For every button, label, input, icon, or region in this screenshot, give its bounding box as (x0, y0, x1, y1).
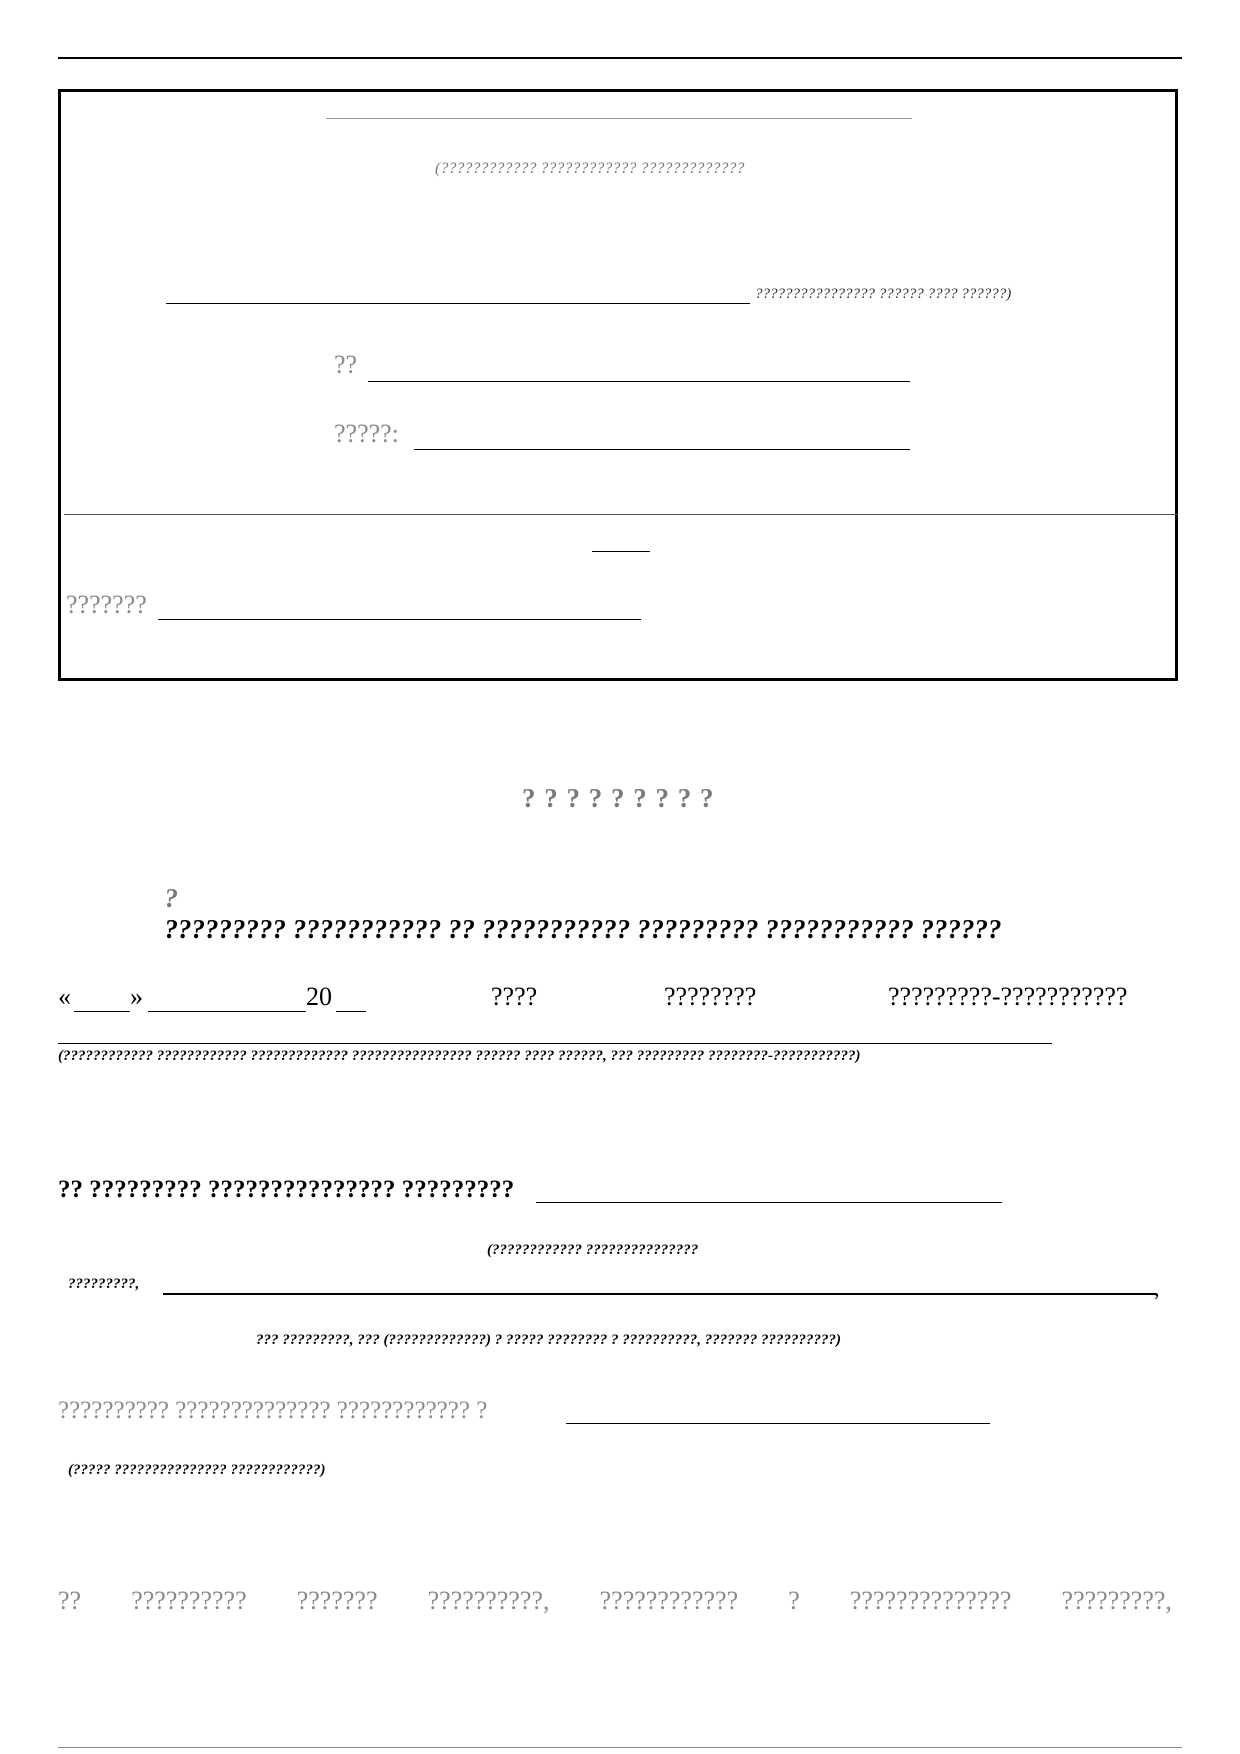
field-line[interactable] (163, 1293, 1157, 1295)
word: ?????????????? (849, 1586, 1012, 1615)
date-word: ???? (491, 982, 538, 1011)
field-hint: (???????????? ???????????? ????????????? ???????????????? ?????? ???? ??????, ??? ????????? ????????-???????????) (58, 1048, 861, 1064)
word: ???????????? (599, 1586, 739, 1615)
date-month-line[interactable] (148, 1011, 306, 1012)
field-line[interactable] (326, 118, 912, 119)
date-year: 20 (306, 982, 332, 1011)
field-hint: (???????????? ???????????? ????????????? (435, 160, 745, 177)
date-day-line[interactable] (74, 1011, 130, 1012)
paragraph-text: ?????????? ?????????????? ???????????? ? (58, 1397, 488, 1424)
field-line[interactable] (536, 1202, 1002, 1203)
subheading-text: ????????? ??????????? ?? ??????????? ????????? ??????????? ?????? (164, 914, 1002, 944)
field-line[interactable] (166, 303, 750, 304)
field-label: ?????: (334, 419, 399, 448)
word: ??????? (296, 1586, 378, 1615)
field-hint: (???????????? ??????????????? (487, 1242, 699, 1258)
field-line[interactable] (64, 514, 1178, 515)
field-line[interactable] (566, 1423, 990, 1424)
date-open-quote: « (58, 982, 71, 1011)
document-subheading (151, 852, 1002, 945)
field-line[interactable] (592, 551, 650, 552)
top-rule (58, 57, 1182, 59)
date-year-line[interactable] (336, 1011, 366, 1012)
field-line[interactable] (414, 449, 910, 450)
paragraph-justified (58, 1586, 1172, 1616)
word: ??????????, (427, 1586, 550, 1615)
date-word: ???????? (664, 982, 757, 1011)
date-word: ?????????-??????????? (888, 982, 1128, 1011)
subheading-prefix: ? (164, 883, 178, 913)
field-label: ??????? (66, 590, 147, 619)
date-close-quote: » (130, 982, 143, 1011)
paragraph-text: ?? ????????? ??????????????? ????????? (58, 1176, 515, 1203)
word: ?? (58, 1586, 82, 1615)
field-line[interactable] (58, 1043, 1052, 1044)
field-line[interactable] (368, 381, 910, 382)
word: ?????????, (1061, 1586, 1172, 1615)
field-hint: ??? ?????????, ??? (?????????????) ? ????? ???????? ? ??????????, ??????? ??????????) (256, 1332, 841, 1348)
field-hint: (????? ??????????????? ????????????) (68, 1462, 326, 1478)
document-heading: ? ? ? ? ? ? ? ? ? (522, 783, 715, 813)
field-label: ?? (334, 350, 358, 379)
field-label: ?????????, (68, 1276, 140, 1292)
field-comma: , (1154, 1276, 1160, 1301)
field-line[interactable] (158, 619, 641, 620)
bottom-rule (58, 1747, 1182, 1748)
word: ?????????? (131, 1586, 247, 1615)
word: ? (788, 1586, 800, 1615)
field-hint: ???????????????? ?????? ???? ??????) (755, 286, 1012, 302)
